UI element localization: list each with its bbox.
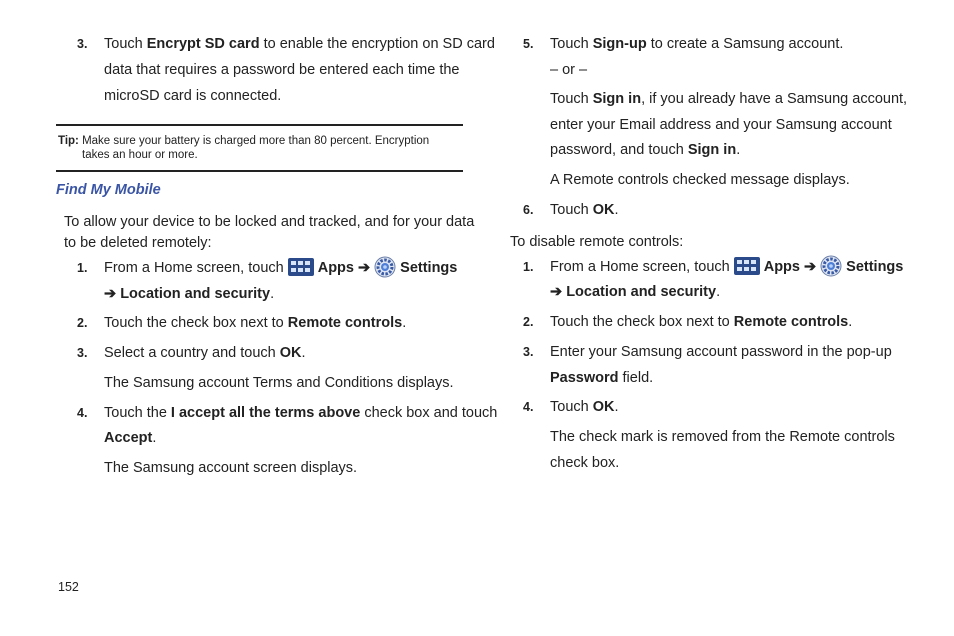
step-text-cont: enter your Email address and your Samsung account: [550, 117, 892, 133]
step-text: From a Home screen, touch Apps ➔ Settings: [550, 254, 903, 280]
step-number: 1.: [523, 260, 534, 274]
step-text: Touch Sign in, if you already have a Samsung account,: [550, 91, 908, 107]
settings-gear-icon: [820, 255, 842, 277]
step-number: 5.: [523, 37, 534, 51]
apps-icon: [288, 258, 314, 276]
step-text-cont: data that requires a password be entered each time the: [104, 62, 460, 78]
step-note-cont: check box.: [550, 455, 620, 471]
step-note: The Samsung account screen displays.: [104, 460, 358, 476]
step-text: Touch Encrypt SD card to enable the encryption on SD card: [104, 36, 495, 52]
apps-icon: [734, 257, 760, 275]
tip-rule-bottom: [56, 170, 463, 172]
step-number: 1.: [77, 261, 88, 275]
step-number: 4.: [523, 400, 534, 414]
intro-text: To allow your device to be locked and tracked, and for your data: [64, 214, 475, 230]
step-number: 2.: [77, 316, 88, 330]
tip-text-cont: takes an hour or more.: [82, 149, 198, 161]
step-text: Enter your Samsung account password in the pop-up: [550, 344, 892, 360]
step-text-cont: Accept.: [104, 430, 157, 446]
step-number: 3.: [77, 346, 88, 360]
step-number: 2.: [523, 315, 534, 329]
or-separator: – or –: [550, 62, 588, 78]
step-text: Touch the check box next to Remote controls.: [104, 315, 407, 331]
step-number: 3.: [523, 345, 534, 359]
section-heading: Find My Mobile: [56, 182, 161, 198]
intro-text: To disable remote controls:: [510, 234, 684, 250]
intro-text-cont: to be deleted remotely:: [64, 235, 212, 251]
step-text: Touch OK.: [550, 202, 619, 218]
step-number: 4.: [77, 406, 88, 420]
step-text: From a Home screen, touch Apps ➔ Settings: [104, 255, 457, 281]
step-note: A Remote controls checked message displays.: [550, 172, 850, 188]
settings-gear-icon: [374, 256, 396, 278]
step-text-cont: microSD card is connected.: [104, 88, 282, 104]
tip-rule-top: [56, 124, 463, 126]
step-text: Touch the check box next to Remote controls.: [550, 314, 853, 330]
page-number: 152: [58, 580, 79, 594]
step-text-cont: password, and touch Sign in.: [550, 142, 741, 158]
step-note: The Samsung account Terms and Conditions displays.: [104, 375, 454, 391]
step-note: The check mark is removed from the Remote controls: [550, 429, 895, 445]
step-text: Touch the I accept all the terms above check box and touch: [104, 405, 498, 421]
step-text: Select a country and touch OK.: [104, 345, 306, 361]
step-text-cont: ➔ Location and security.: [550, 284, 721, 300]
step-text-cont: ➔ Location and security.: [104, 286, 275, 302]
step-text: Touch OK.: [550, 399, 619, 415]
step-text: Touch Sign-up to create a Samsung account.: [550, 36, 844, 52]
step-text-cont: Password field.: [550, 370, 654, 386]
step-number: 6.: [523, 203, 534, 217]
step-number: 3.: [77, 37, 88, 51]
tip-text: Tip: Make sure your battery is charged more than 80 percent. Encryption: [58, 135, 430, 147]
